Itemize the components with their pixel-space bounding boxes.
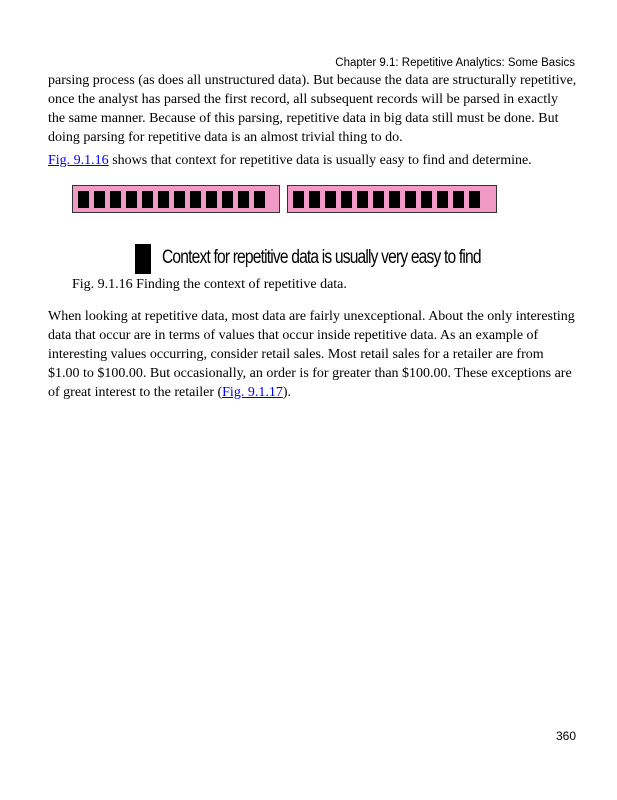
figure-caption: Fig. 9.1.16 Finding the context of repetitive data.: [72, 277, 347, 292]
record-block: [405, 191, 416, 208]
context-label: Context for repetitive data is usually very easy to find: [162, 247, 481, 268]
record-block: [238, 191, 249, 208]
paragraph-exceptions-end: ).: [282, 385, 291, 400]
record-block: [357, 191, 368, 208]
record-block: [341, 191, 352, 208]
record-block: [453, 191, 464, 208]
running-header: Chapter 9.1: Repetitive Analytics: Some Basics: [335, 57, 575, 69]
record-block: [421, 191, 432, 208]
context-marker: [135, 244, 151, 274]
paragraph-exceptions-text: When looking at repetitive data, most data are fairly unexceptional. About the only interesting data that occur are in terms of values that occur inside repetitive data. As an example of interesting values occurring, consider retail sales. Most retail sales for a retailer are from $1.00 to $100.00. But occasionally, an order is for greater than $100.00. These exceptions are of great interest to the retailer (: [48, 309, 575, 400]
record-block: [437, 191, 448, 208]
record-block: [222, 191, 233, 208]
paragraph-context-intro-text: shows that context for repetitive data is usually easy to find and determine.: [108, 153, 532, 168]
record-block: [174, 191, 185, 208]
record-block: [389, 191, 400, 208]
record-block: [142, 191, 153, 208]
record-block: [94, 191, 105, 208]
record-block: [206, 191, 217, 208]
record-block: [78, 191, 89, 208]
record-block: [190, 191, 201, 208]
record-block: [469, 191, 480, 208]
figure-link-9-1-17[interactable]: Fig. 9.1.17: [222, 385, 283, 400]
paragraph-context-intro: [48, 151, 578, 170]
repetitive-data-strip-2: [287, 185, 497, 213]
record-block: [373, 191, 384, 208]
repetitive-data-strip-1: [72, 185, 280, 213]
record-block: [254, 191, 265, 208]
record-block: [309, 191, 320, 208]
paragraph-parsing: parsing process (as does all unstructured data). But because the data are structurally repetitive, once the analyst has parsed the first record, all subsequent records will be parsed in exactly the same manner. Because of this parsing, repetitive data in big data still must be done. But doing parsing for repetitive data is an almost trivial thing to do.: [48, 73, 577, 145]
paragraph-exceptions: [48, 307, 578, 402]
figure-link-9-1-16[interactable]: Fig. 9.1.16: [48, 153, 109, 168]
record-block: [110, 191, 121, 208]
page-number: 360: [555, 729, 576, 743]
record-block: [126, 191, 137, 208]
record-block: [158, 191, 169, 208]
record-block: [293, 191, 304, 208]
record-block: [325, 191, 336, 208]
